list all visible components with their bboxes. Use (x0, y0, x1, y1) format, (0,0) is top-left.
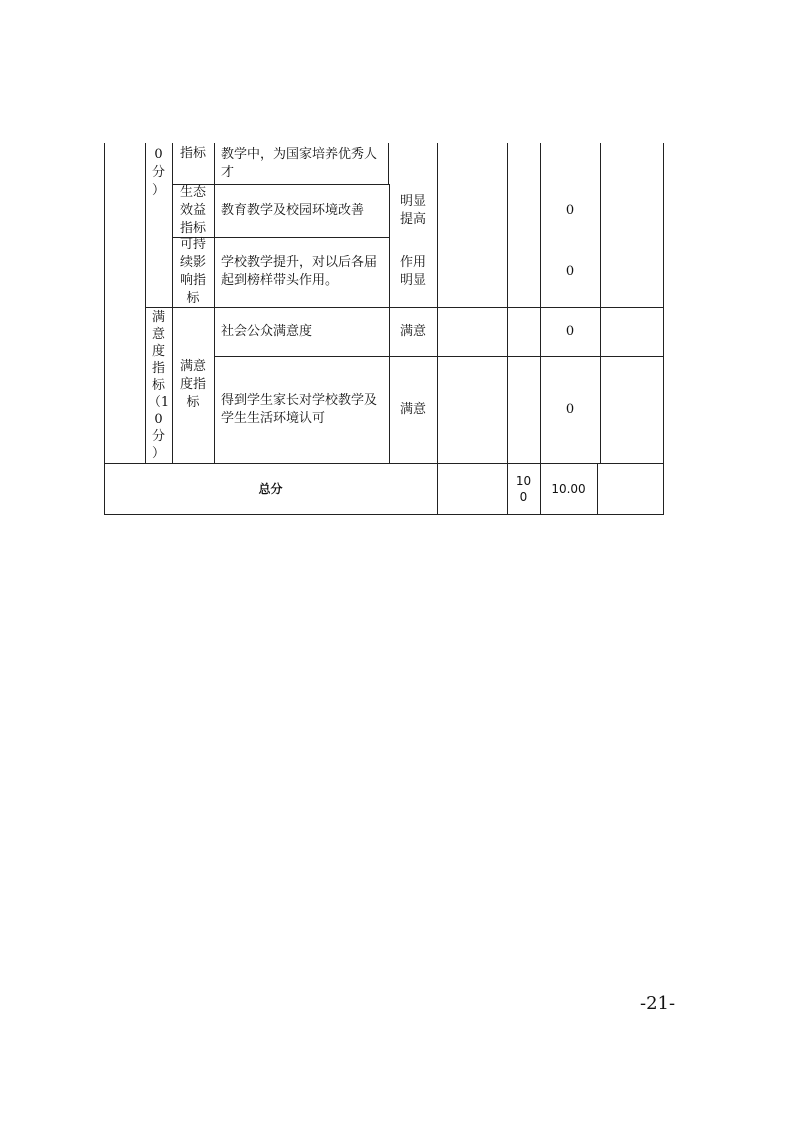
score-cell: 0 (565, 264, 575, 279)
target-value-cell: 满意 (399, 401, 426, 417)
indicator-content-cell: 社会公众满意度 (221, 323, 313, 339)
category-satisfaction-label: 满 意 度 指 标 （1 0 分 ） (147, 309, 170, 461)
score-cell: 0 (565, 323, 575, 339)
total-weight: 10 0 (515, 473, 532, 504)
indicator-content-cell: 教育教学及校园环境改善 (221, 202, 365, 218)
page-number: -21- (640, 993, 676, 1014)
sub-indicator-cell: 生态 效益 指标 (179, 184, 206, 236)
category-cont-label: 0 分 ） (151, 147, 165, 198)
target-value-cell: 明显 提高 (399, 193, 426, 227)
score-cell: 0 (565, 401, 575, 417)
sub-indicator-cell: 指标 (179, 145, 206, 161)
score-cell: 0 (565, 202, 575, 218)
target-value-cell: 作用 明显 (399, 255, 426, 288)
sub-indicator-cell: 可持 续影 响指 标 (179, 237, 206, 306)
indicator-content-cell: 得到学生家长对学校教学及学生生活环境认可 (221, 392, 378, 426)
indicator-content-cell: 学校教学提升，对以后各届起到榜样带头作用。 (221, 255, 378, 288)
indicator-content-cell: 教学中，为国家培养优秀人才 (221, 146, 378, 180)
target-value-cell: 满意 (399, 323, 426, 339)
total-score: 10.00 (551, 481, 586, 496)
total-label: 总分 (258, 481, 283, 496)
sub-indicator-cell: 满意 度指 标 (179, 359, 206, 410)
